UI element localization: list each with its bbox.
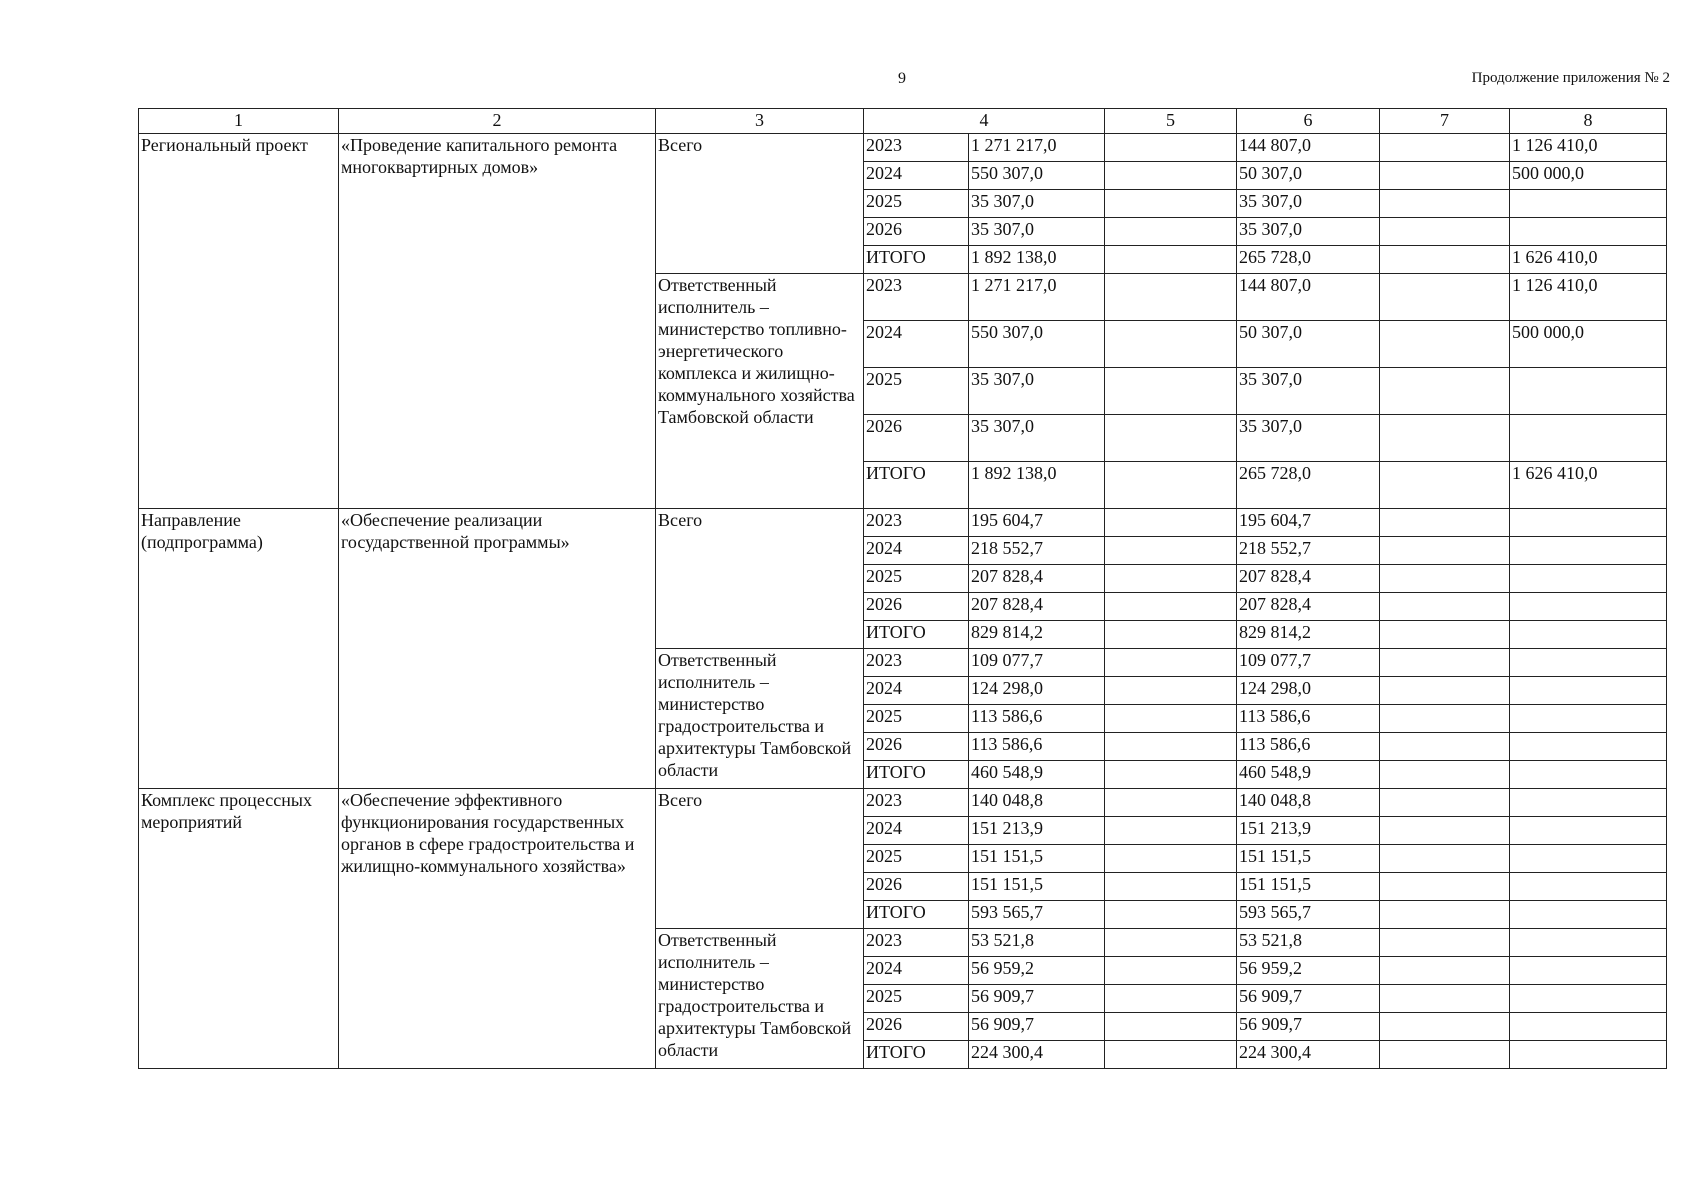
- col8-cell: 1 626 410,0: [1510, 246, 1667, 274]
- year-cell: ИТОГО: [864, 901, 969, 929]
- col8-cell: [1510, 929, 1667, 957]
- col5-cell: [1105, 246, 1237, 274]
- page-number: 9: [898, 70, 906, 87]
- col7-cell: [1380, 761, 1510, 789]
- group-label: Всего: [656, 509, 864, 649]
- col8-cell: [1510, 649, 1667, 677]
- col5-cell: [1105, 274, 1237, 321]
- col6-cell: 56 909,7: [1237, 985, 1380, 1013]
- col7-cell: [1380, 190, 1510, 218]
- col5-cell: [1105, 789, 1237, 817]
- col7-cell: [1380, 218, 1510, 246]
- year-cell: 2024: [864, 957, 969, 985]
- year-cell: ИТОГО: [864, 621, 969, 649]
- total-cell: 113 586,6: [969, 733, 1105, 761]
- total-cell: 109 077,7: [969, 649, 1105, 677]
- total-cell: 140 048,8: [969, 789, 1105, 817]
- col7-cell: [1380, 985, 1510, 1013]
- col6-cell: 35 307,0: [1237, 218, 1380, 246]
- col6-cell: 50 307,0: [1237, 162, 1380, 190]
- col5-cell: [1105, 761, 1237, 789]
- col6-cell: 265 728,0: [1237, 246, 1380, 274]
- col7-cell: [1380, 845, 1510, 873]
- year-cell: 2024: [864, 162, 969, 190]
- col7-cell: [1380, 246, 1510, 274]
- total-cell: 1 892 138,0: [969, 246, 1105, 274]
- col6-cell: 593 565,7: [1237, 901, 1380, 929]
- col6-cell: 151 151,5: [1237, 873, 1380, 901]
- col8-cell: [1510, 218, 1667, 246]
- col5-cell: [1105, 218, 1237, 246]
- col8-cell: [1510, 190, 1667, 218]
- col8-cell: [1510, 733, 1667, 761]
- col8-cell: [1510, 901, 1667, 929]
- col5-cell: [1105, 321, 1237, 368]
- col5-cell: [1105, 593, 1237, 621]
- col6-cell: 35 307,0: [1237, 368, 1380, 415]
- total-cell: 35 307,0: [969, 415, 1105, 462]
- year-cell: 2026: [864, 733, 969, 761]
- col7-cell: [1380, 705, 1510, 733]
- year-cell: ИТОГО: [864, 246, 969, 274]
- year-cell: 2024: [864, 677, 969, 705]
- col5-cell: [1105, 985, 1237, 1013]
- appendix-note: Продолжение приложения № 2: [1471, 70, 1670, 86]
- col6-cell: 56 959,2: [1237, 957, 1380, 985]
- col6-cell: 113 586,6: [1237, 733, 1380, 761]
- col5-cell: [1105, 415, 1237, 462]
- col8-cell: [1510, 677, 1667, 705]
- col8-cell: [1510, 705, 1667, 733]
- col8-cell: [1510, 621, 1667, 649]
- col7-cell: [1380, 321, 1510, 368]
- col6-cell: 224 300,4: [1237, 1041, 1380, 1069]
- col8-cell: [1510, 1041, 1667, 1069]
- year-cell: ИТОГО: [864, 761, 969, 789]
- col8-cell: 1 626 410,0: [1510, 462, 1667, 509]
- col7-cell: [1380, 621, 1510, 649]
- total-cell: 195 604,7: [969, 509, 1105, 537]
- group-label: Всего: [656, 789, 864, 929]
- table-row: [139, 134, 1667, 162]
- total-cell: 1 271 217,0: [969, 274, 1105, 321]
- total-cell: 56 959,2: [969, 957, 1105, 985]
- col5-cell: [1105, 901, 1237, 929]
- col6-cell: 50 307,0: [1237, 321, 1380, 368]
- year-cell: 2025: [864, 565, 969, 593]
- col6-cell: 53 521,8: [1237, 929, 1380, 957]
- col8-cell: [1510, 509, 1667, 537]
- total-cell: 151 151,5: [969, 873, 1105, 901]
- col8-cell: [1510, 817, 1667, 845]
- col7-cell: [1380, 649, 1510, 677]
- col7-cell: [1380, 817, 1510, 845]
- year-cell: 2025: [864, 985, 969, 1013]
- col8-cell: [1510, 761, 1667, 789]
- col5-cell: [1105, 817, 1237, 845]
- col7-cell: [1380, 368, 1510, 415]
- year-cell: 2023: [864, 134, 969, 162]
- group-label: Ответственный исполнитель – министерство градостроительства и архитектуры Тамбовской области: [656, 929, 864, 1069]
- col5-cell: [1105, 873, 1237, 901]
- group-label: Ответственный исполнитель – министерство градостроительства и архитектуры Тамбовской области: [656, 649, 864, 789]
- total-cell: 1 892 138,0: [969, 462, 1105, 509]
- col8-cell: 500 000,0: [1510, 162, 1667, 190]
- section-name: «Обеспечение реализации государственной программы»: [339, 509, 656, 789]
- year-cell: 2024: [864, 537, 969, 565]
- total-cell: 35 307,0: [969, 190, 1105, 218]
- total-cell: 829 814,2: [969, 621, 1105, 649]
- total-cell: 151 213,9: [969, 817, 1105, 845]
- header-cell-6: 6: [1237, 109, 1380, 134]
- col8-cell: [1510, 593, 1667, 621]
- year-cell: 2025: [864, 190, 969, 218]
- header-cell-4: 4: [864, 109, 1105, 134]
- col8-cell: [1510, 1013, 1667, 1041]
- year-cell: 2025: [864, 705, 969, 733]
- col5-cell: [1105, 134, 1237, 162]
- col6-cell: 151 151,5: [1237, 845, 1380, 873]
- col6-cell: 207 828,4: [1237, 565, 1380, 593]
- col6-cell: 144 807,0: [1237, 274, 1380, 321]
- table-row: [139, 789, 1667, 817]
- col5-cell: [1105, 733, 1237, 761]
- total-cell: 56 909,7: [969, 1013, 1105, 1041]
- section-name: «Обеспечение эффективного функционирования государственных органов в сфере градостроительства и жилищно-коммунального хозяйства»: [339, 789, 656, 1069]
- header-cell-7: 7: [1380, 109, 1510, 134]
- header-cell-8: 8: [1510, 109, 1667, 134]
- col5-cell: [1105, 929, 1237, 957]
- total-cell: 550 307,0: [969, 162, 1105, 190]
- col7-cell: [1380, 274, 1510, 321]
- year-cell: 2023: [864, 509, 969, 537]
- year-cell: 2023: [864, 929, 969, 957]
- group-label: Ответственный исполнитель – министерство топливно-энергетического комплекса и жилищно-коммунального хозяйства Тамбовской области: [656, 274, 864, 509]
- col6-cell: 124 298,0: [1237, 677, 1380, 705]
- col7-cell: [1380, 134, 1510, 162]
- year-cell: 2023: [864, 789, 969, 817]
- total-cell: 1 271 217,0: [969, 134, 1105, 162]
- col8-cell: 1 126 410,0: [1510, 134, 1667, 162]
- header-cell-5: 5: [1105, 109, 1237, 134]
- year-cell: 2026: [864, 415, 969, 462]
- col6-cell: 109 077,7: [1237, 649, 1380, 677]
- section-type: Комплекс процессных мероприятий: [139, 789, 339, 1069]
- col8-cell: [1510, 368, 1667, 415]
- col8-cell: [1510, 537, 1667, 565]
- total-cell: 207 828,4: [969, 565, 1105, 593]
- col5-cell: [1105, 537, 1237, 565]
- col6-cell: 460 548,9: [1237, 761, 1380, 789]
- col8-cell: [1510, 873, 1667, 901]
- col5-cell: [1105, 621, 1237, 649]
- total-cell: 224 300,4: [969, 1041, 1105, 1069]
- col6-cell: 35 307,0: [1237, 190, 1380, 218]
- col5-cell: [1105, 368, 1237, 415]
- header-cell-3: 3: [656, 109, 864, 134]
- col5-cell: [1105, 1041, 1237, 1069]
- col5-cell: [1105, 1013, 1237, 1041]
- total-cell: 460 548,9: [969, 761, 1105, 789]
- year-cell: 2026: [864, 593, 969, 621]
- header-cell-1: 1: [139, 109, 339, 134]
- col7-cell: [1380, 537, 1510, 565]
- col7-cell: [1380, 593, 1510, 621]
- year-cell: ИТОГО: [864, 1041, 969, 1069]
- section-type: Региональный проект: [139, 134, 339, 509]
- header-cell-2: 2: [339, 109, 656, 134]
- col5-cell: [1105, 957, 1237, 985]
- col5-cell: [1105, 845, 1237, 873]
- col6-cell: 113 586,6: [1237, 705, 1380, 733]
- year-cell: 2023: [864, 274, 969, 321]
- col7-cell: [1380, 733, 1510, 761]
- col7-cell: [1380, 1013, 1510, 1041]
- col5-cell: [1105, 677, 1237, 705]
- year-cell: 2025: [864, 845, 969, 873]
- col5-cell: [1105, 162, 1237, 190]
- col8-cell: 500 000,0: [1510, 321, 1667, 368]
- col7-cell: [1380, 1041, 1510, 1069]
- total-cell: 207 828,4: [969, 593, 1105, 621]
- col7-cell: [1380, 677, 1510, 705]
- col5-cell: [1105, 462, 1237, 509]
- year-cell: 2024: [864, 817, 969, 845]
- col8-cell: 1 126 410,0: [1510, 274, 1667, 321]
- col8-cell: [1510, 985, 1667, 1013]
- col8-cell: [1510, 957, 1667, 985]
- col7-cell: [1380, 957, 1510, 985]
- col5-cell: [1105, 705, 1237, 733]
- col6-cell: 151 213,9: [1237, 817, 1380, 845]
- col7-cell: [1380, 462, 1510, 509]
- col6-cell: 56 909,7: [1237, 1013, 1380, 1041]
- total-cell: 35 307,0: [969, 368, 1105, 415]
- col7-cell: [1380, 509, 1510, 537]
- col6-cell: 218 552,7: [1237, 537, 1380, 565]
- col5-cell: [1105, 649, 1237, 677]
- col6-cell: 144 807,0: [1237, 134, 1380, 162]
- year-cell: 2024: [864, 321, 969, 368]
- col6-cell: 207 828,4: [1237, 593, 1380, 621]
- col8-cell: [1510, 565, 1667, 593]
- col8-cell: [1510, 415, 1667, 462]
- total-cell: 35 307,0: [969, 218, 1105, 246]
- year-cell: 2026: [864, 218, 969, 246]
- col7-cell: [1380, 929, 1510, 957]
- col8-cell: [1510, 789, 1667, 817]
- col7-cell: [1380, 565, 1510, 593]
- total-cell: 113 586,6: [969, 705, 1105, 733]
- table-row: [139, 509, 1667, 537]
- table-body: [139, 134, 1667, 1069]
- section-type: Направление (подпрограмма): [139, 509, 339, 789]
- year-cell: 2025: [864, 368, 969, 415]
- col5-cell: [1105, 565, 1237, 593]
- year-cell: 2026: [864, 873, 969, 901]
- budget-table: [138, 108, 1667, 1069]
- col6-cell: 35 307,0: [1237, 415, 1380, 462]
- col6-cell: 829 814,2: [1237, 621, 1380, 649]
- col7-cell: [1380, 789, 1510, 817]
- total-cell: 124 298,0: [969, 677, 1105, 705]
- year-cell: 2023: [864, 649, 969, 677]
- col7-cell: [1380, 162, 1510, 190]
- total-cell: 151 151,5: [969, 845, 1105, 873]
- total-cell: 550 307,0: [969, 321, 1105, 368]
- col5-cell: [1105, 509, 1237, 537]
- total-cell: 218 552,7: [969, 537, 1105, 565]
- group-label: Всего: [656, 134, 864, 274]
- year-cell: 2026: [864, 1013, 969, 1041]
- header-row: [139, 109, 1667, 134]
- total-cell: 53 521,8: [969, 929, 1105, 957]
- col6-cell: 195 604,7: [1237, 509, 1380, 537]
- col7-cell: [1380, 901, 1510, 929]
- table-header: [139, 109, 1667, 134]
- col5-cell: [1105, 190, 1237, 218]
- col7-cell: [1380, 415, 1510, 462]
- total-cell: 593 565,7: [969, 901, 1105, 929]
- col7-cell: [1380, 873, 1510, 901]
- year-cell: ИТОГО: [864, 462, 969, 509]
- col8-cell: [1510, 845, 1667, 873]
- section-name: «Проведение капитального ремонта многоквартирных домов»: [339, 134, 656, 509]
- col6-cell: 140 048,8: [1237, 789, 1380, 817]
- total-cell: 56 909,7: [969, 985, 1105, 1013]
- col6-cell: 265 728,0: [1237, 462, 1380, 509]
